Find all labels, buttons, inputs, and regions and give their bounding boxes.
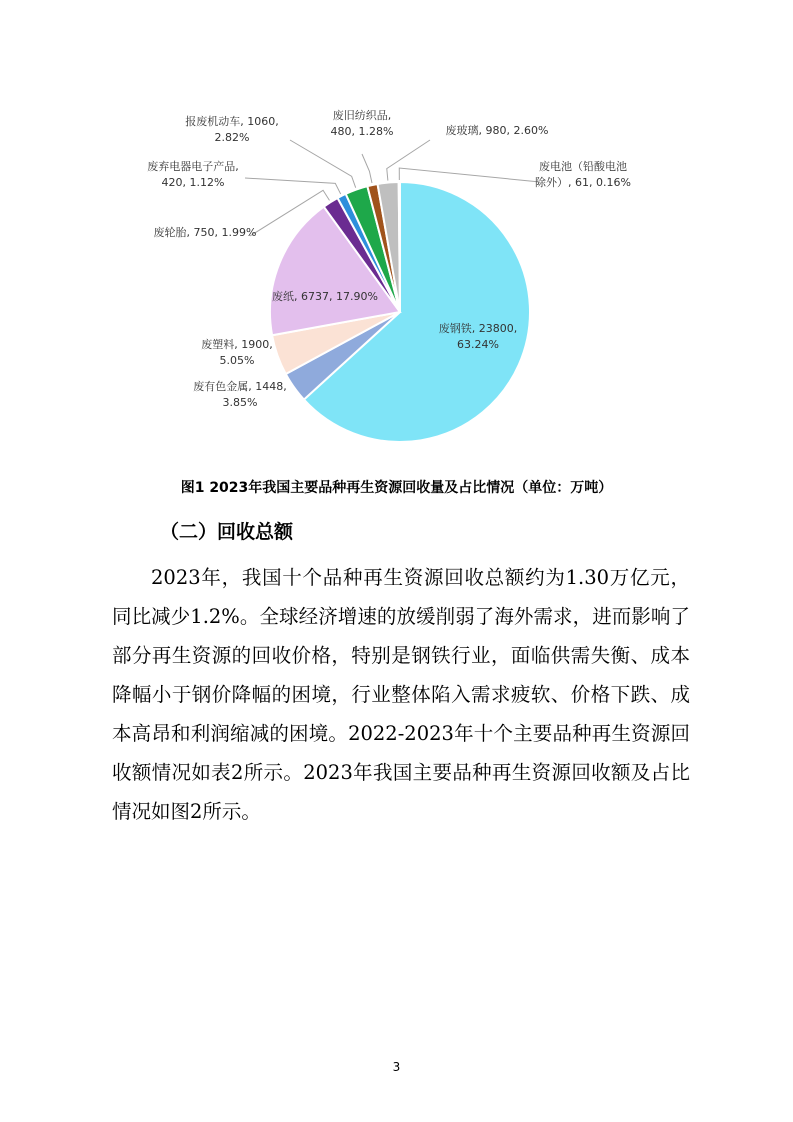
leader-line-10: [399, 168, 540, 182]
slice-label-2: 废有色金属, 1448, 3.85%: [193, 380, 287, 409]
slice-label-5: 废轮胎, 750, 1.99%: [153, 226, 257, 239]
leader-line-7: [290, 140, 356, 188]
pie-chart: [0, 0, 793, 460]
slice-label-10: 废电池（铅酸电池除外）, 61, 0.16%: [535, 160, 631, 189]
slice-label-8: 废旧纺织品, 480, 1.28%: [330, 109, 394, 138]
slice-label-9: 废玻璃, 980, 2.60%: [445, 124, 549, 137]
figure-caption: 图1 2023年我国主要品种再生资源回收量及占比情况（单位：万吨）: [180, 480, 613, 496]
body-paragraph: 2023年，我国十个品种再生资源回收总额约为1.30万亿元，同比减少1.2%。全球经济增速的放缓削弱了海外需求，进而影响了部分再生资源的回收价格，特别是钢铁行业，面临供需失衡、成本降幅小于钢价降幅的困境，行业整体陷入需求疲软、价格下跌、成本高昂和利润缩减的困境。2022-2023年十个主要品种再生资源回收额情况如表2所示。2023年我国主要品种再生资源回收额及占比情况如图2所示。: [112, 566, 690, 823]
slice-label-1: 废钢铁, 23800, 63.24%: [438, 322, 518, 351]
slice-label-4: 废纸, 6737, 17.90%: [272, 290, 378, 303]
leader-line-9: [387, 140, 430, 181]
leader-line-6: [245, 178, 341, 194]
slice-label-7: 报废机动车, 1060, 2.82%: [185, 115, 279, 144]
pie-slice-10: [399, 182, 400, 312]
leader-line-8: [362, 154, 372, 183]
slice-label-6: 废弃电器电子产品, 420, 1.12%: [147, 160, 239, 189]
page-number: 3: [392, 1060, 401, 1074]
slice-label-3: 废塑料, 1900, 5.05%: [201, 338, 273, 367]
pie-slices: [270, 182, 530, 442]
section-heading: （二）回收总额: [160, 521, 294, 543]
